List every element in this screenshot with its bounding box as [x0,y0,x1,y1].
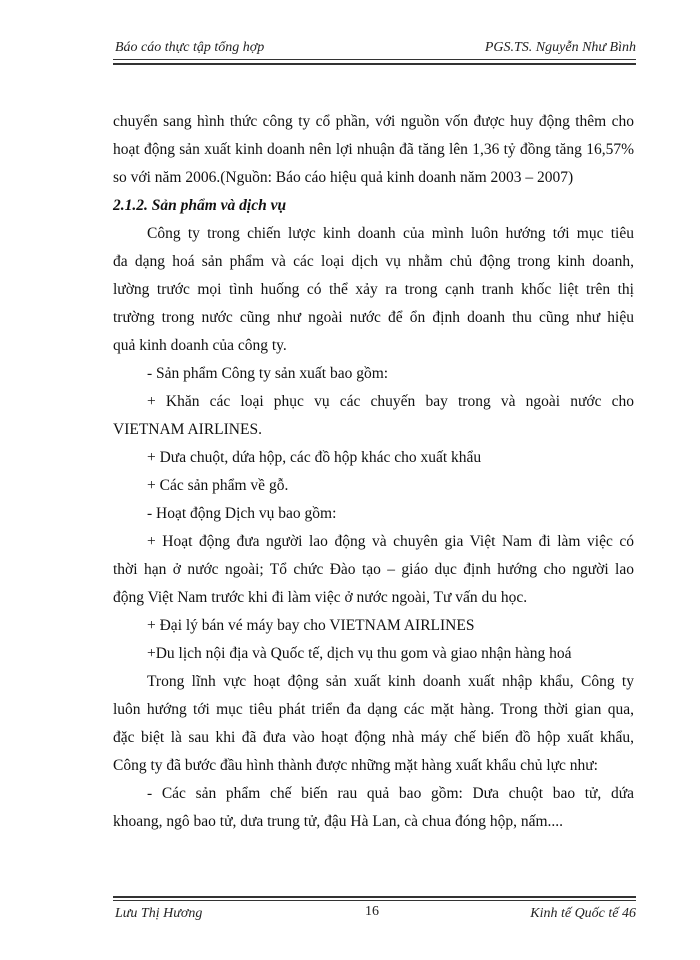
body-line: quả kinh doanh của công ty. [113,337,287,354]
header-supervisor: PGS.TS. Nguyễn Như Bình [484,40,636,55]
page-number: 16 [365,904,379,919]
footer-author: Lưu Thị Hương [115,906,203,921]
body-line: Trong lĩnh vực hoạt động sản xuất kinh doanh xuất nhập khẩu, Công ty [147,673,634,690]
list-item: - Các sản phẩm chế biến rau quả bao gồm: Dưa chuột bao tử, dứa [147,785,634,802]
list-item: + Đại lý bán vé máy bay cho VIETNAM AIRLINES [147,617,475,634]
body-line: Công ty trong chiến lược kinh doanh của mình luôn hướng tới mục tiêu [147,225,634,242]
body-line: chuyển sang hình thức công ty cổ phần, với nguồn vốn được huy động thêm cho [113,113,634,130]
page-header [113,36,636,58]
body-line: lường trước mọi tình huống có thể xảy ra trong cạnh tranh khốc liệt trên thị [113,281,634,298]
body-line: VIETNAM AIRLINES. [113,421,262,438]
list-item: + Dưa chuột, dứa hộp, các đồ hộp khác cho xuất khẩu [147,449,482,466]
body-line: luôn hướng tới mục tiêu phát triển đa dạng các mặt hàng. Trong thời gian qua, [113,701,634,718]
section-heading: 2.1.2. Sản phẩm và dịch vụ [113,197,287,214]
body-line: động Việt Nam trước khi đi làm việc ở nước ngoài, Tư vấn du học. [113,589,528,606]
body-line: thời hạn ở nước ngoài; Tổ chức Đào tạo – giáo dục định hướng cho người lao [113,561,634,578]
header-rule-thin [113,59,636,60]
list-item: + Các sản phẩm về gỗ. [147,477,289,494]
body-line: trường trong nước cũng như ngoài nước để ổn định doanh thu cũng như hiệu [113,309,634,326]
list-item: + Khăn các loại phục vụ các chuyến bay trong và ngoài nước cho [147,393,634,410]
body-line: so với năm 2006.(Nguồn: Báo cáo hiệu quả kinh doanh năm 2003 – 2007) [113,169,574,186]
list-heading: - Hoạt động Dịch vụ bao gồm: [147,505,337,522]
footer-rule-thick [113,896,636,898]
list-heading: - Sản phẩm Công ty sản xuất bao gồm: [147,365,389,382]
page-footer [113,904,636,926]
list-item: +Du lịch nội địa và Quốc tế, dịch vụ thu gom và giao nhận hàng hoá [147,645,572,662]
footer-class: Kinh tế Quốc tế 46 [530,906,636,921]
body-line: khoang, ngô bao tử, dưa trung tử, đậu Hà Lan, cà chua đóng hộp, nấm.... [113,813,564,830]
header-report-title: Báo cáo thực tập tổng hợp [115,40,265,55]
footer-rule-thin [113,900,636,901]
list-item: + Hoạt động đưa người lao động và chuyên gia Việt Nam đi làm việc có [147,533,634,550]
body-line: Công ty đã bước đầu hình thành được những mặt hàng xuất khẩu chủ lực như: [113,757,598,774]
body-line: hoạt động sản xuất kinh doanh nên lợi nhuận đã tăng lên 1,36 tỷ đồng tăng 16,57% [113,141,634,158]
header-rule-thick [113,63,636,65]
body-line: đặc biệt là sau khi đã đưa vào hoạt động nhà máy chế biến đồ hộp xuất khẩu, [113,729,634,746]
body-line: đa dạng hoá sản phẩm và các loại dịch vụ nhằm chủ động trong kinh doanh, [113,253,634,270]
